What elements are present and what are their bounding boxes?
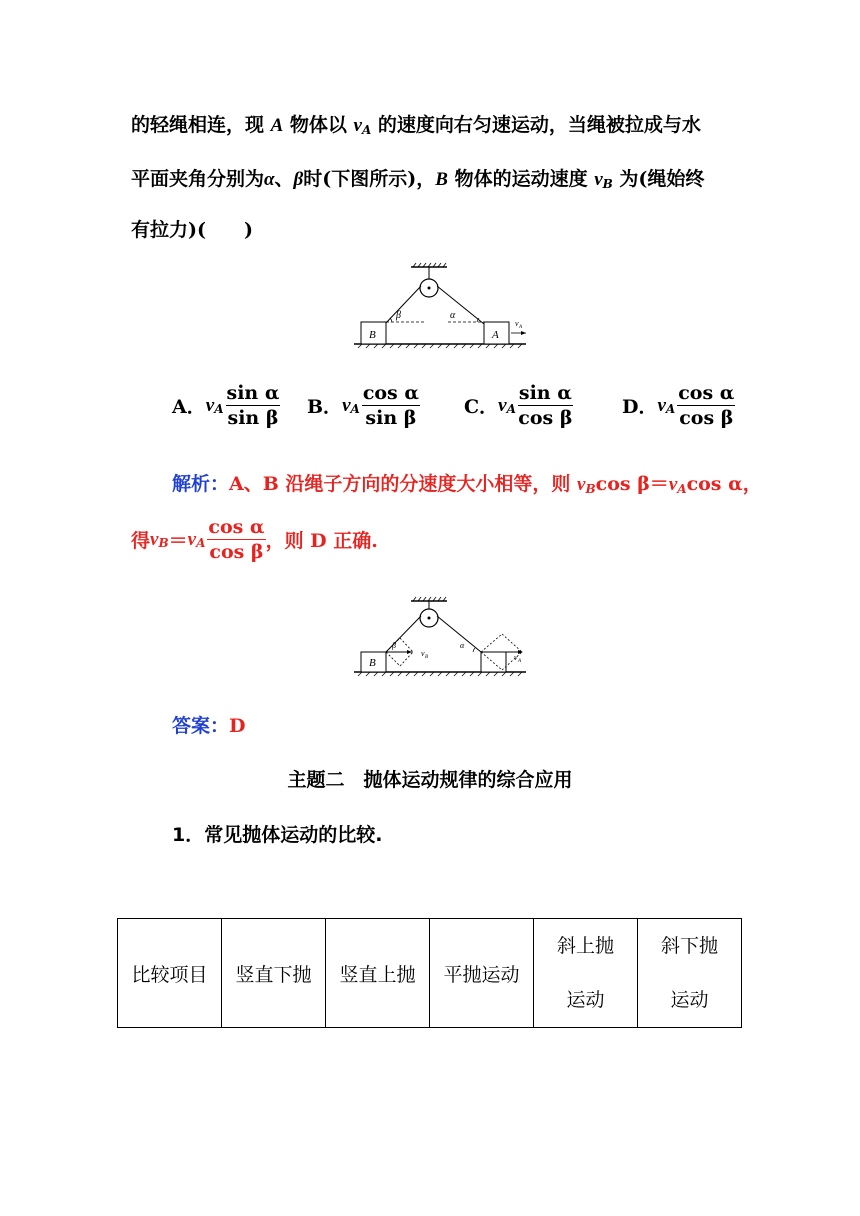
option-label: C． [464,396,499,418]
table-header-cell: 平抛运动 [430,919,534,1028]
velocity-decomposition-diagram [352,596,528,682]
velocity-symbol: v [342,394,351,416]
option-fraction [362,382,420,429]
question-line-2 [131,164,704,191]
option-label: A． [172,396,206,418]
analysis-label: 解析： [172,473,230,495]
fraction-denominator: cos β [209,541,264,563]
question-text: 、 [274,168,294,190]
fraction-numerator: cos α [208,516,265,538]
option-c[interactable] [464,382,573,429]
question-text: 物体的运动速度 [447,168,595,190]
table-header-cell [638,919,742,1028]
fraction-numerator: cos α [362,382,419,404]
analysis-text: cos α， [686,473,762,495]
velocity-subscript: B [585,482,596,496]
option-fraction [518,382,573,429]
table-header-cell: 比较项目 [118,919,222,1028]
option-b[interactable] [307,382,420,429]
fraction-denominator: sin β [227,407,279,429]
velocity-subscript: A [361,123,372,137]
va-label: v [515,319,519,328]
answer-line [172,711,246,738]
velocity-symbol: v [498,394,507,416]
analysis-text: A、B 沿绳子方向的分速度大小相等，则 [229,473,578,495]
question-text: 有拉力)( ) [131,219,253,241]
header-line: 斜下抛 [660,935,718,957]
velocity-subscript: B [602,177,613,191]
velocity-symbol: v [594,169,603,190]
option-label: B． [307,396,343,418]
header-line: 运动 [670,989,709,1011]
answer-label: 答案： [172,715,230,737]
velocity-subscript: A [196,535,206,550]
option-label: D． [622,396,658,418]
velocity-subscript: B [158,535,169,550]
block-a-label: A [492,329,499,341]
analysis-line-2 [131,516,378,563]
velocity-symbol: v [668,474,678,495]
block-b-label: B [369,657,376,669]
fraction-denominator: sin β [365,407,417,429]
question-text: 的轻绳相连，现 [131,114,271,136]
object-b-symbol: B [435,169,448,190]
velocity-symbol: v [187,528,197,550]
fraction-denominator: cos β [679,407,734,429]
analysis-fraction [207,516,265,563]
velocity-symbol: v [577,474,586,495]
velocity-symbol: v [353,115,362,136]
table-header-cell: 竖直上抛 [326,919,430,1028]
beta-label: β [392,641,396,650]
velocity-subscript: A [665,401,676,416]
analysis-line-1 [172,469,762,496]
question-text: 平面夹角分别为 [131,168,265,190]
analysis-text: ，则 D 正确. [265,530,378,552]
header-line: 运动 [566,989,605,1011]
analysis-text: ＝ [168,530,188,552]
comparison-table [117,918,742,1028]
fraction-numerator: cos α [678,382,735,404]
analysis-text: cos β＝ [595,473,669,495]
question-line-1 [131,110,701,137]
beta-label: β [396,310,401,321]
alpha-label: α [460,641,465,650]
option-fraction [677,382,735,429]
velocity-symbol: v [205,394,215,416]
va-subscript: A [518,659,522,664]
fraction-numerator: sin α [518,382,572,404]
object-a-symbol: A [270,115,284,136]
section-heading: 主题二 抛体运动规律的综合应用 [287,769,573,791]
table-header-cell [534,919,638,1028]
block-b-label: B [369,329,376,341]
option-a[interactable] [172,382,280,429]
vb-subscript: B [425,655,429,660]
velocity-subscript: A [350,401,360,416]
velocity-symbol: v [150,528,159,550]
pulley-diagram [352,262,528,354]
question-text: 物体以 [283,114,354,136]
answer-value: D [229,715,246,737]
alpha-symbol: α [264,169,275,190]
item-1-text: 1．常见抛体运动的比较. [172,824,383,846]
option-fraction [226,382,281,429]
alpha-label: α [450,310,456,321]
velocity-subscript: A [677,482,687,496]
fraction-denominator: cos β [518,407,573,429]
question-text: 为(绳始终 [612,168,705,190]
table-header-row [118,919,742,1028]
header-line: 斜上抛 [556,935,614,957]
velocity-subscript: A [214,401,224,416]
item-1 [172,820,382,847]
question-text: 的速度向右匀速运动，当绳被拉成与水 [371,114,701,136]
table-header-cell: 竖直下抛 [222,919,326,1028]
beta-symbol: β [293,169,304,190]
velocity-symbol: v [657,394,666,416]
velocity-subscript: A [506,401,516,416]
va-label: v [514,653,518,662]
option-d[interactable] [622,382,735,429]
analysis-text: 得 [131,530,151,552]
va-subscript: A [519,325,523,330]
vb-label: v [421,649,425,658]
question-text: 时(下图所示)， [303,168,436,190]
fraction-numerator: sin α [226,382,280,404]
question-line-3 [131,215,253,242]
